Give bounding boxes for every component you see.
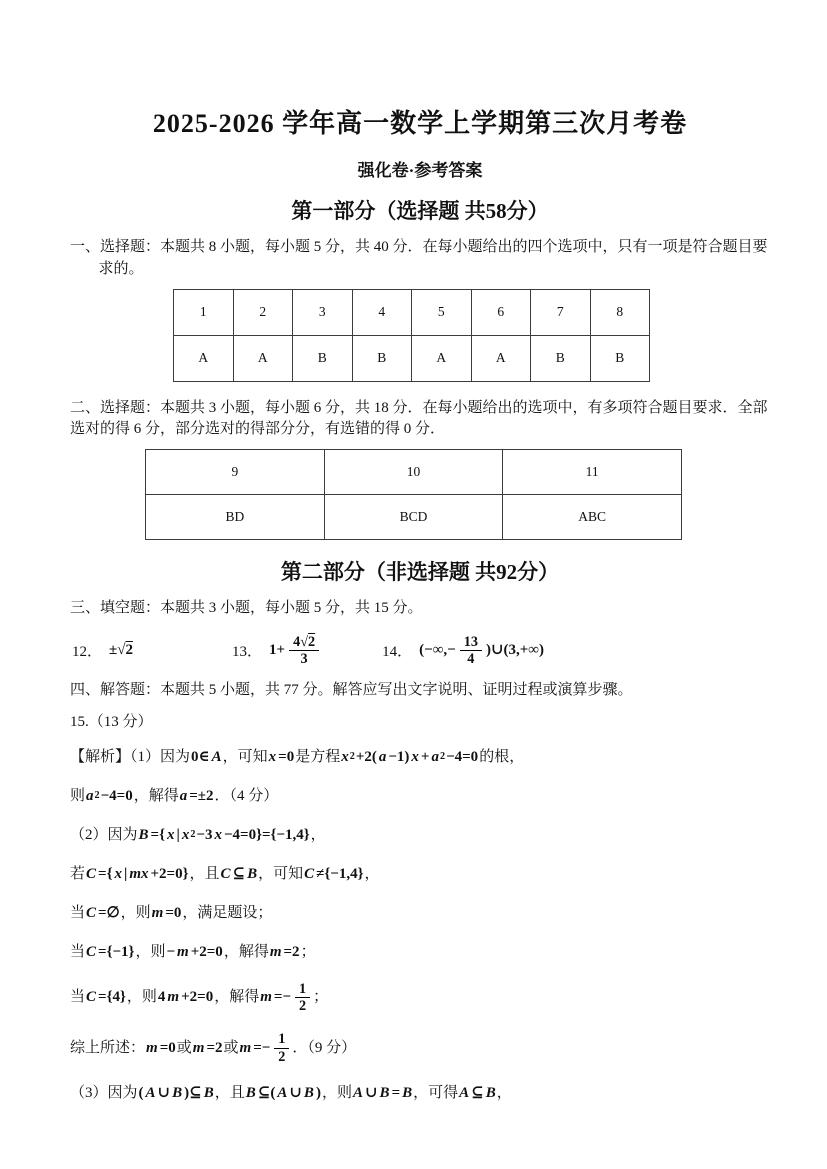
table-row-answers xyxy=(174,335,650,381)
answer-label: 14． xyxy=(382,644,413,661)
answer-math: ±√2 xyxy=(109,642,133,659)
question-number-cell: 4 xyxy=(352,289,412,335)
part1-heading: 第一部分（选择题 共58分） xyxy=(291,199,549,223)
answer-cell: B xyxy=(590,335,650,381)
question-number-cell: 10 xyxy=(324,450,503,495)
answer-cell: A xyxy=(471,335,531,381)
page-title: 2025-2026 学年高一数学上学期第三次月考卷 xyxy=(152,109,688,138)
solutions-intro: 四、解答题：本题共 5 小题，共 77 分。解答应写出文字说明、证明过程或演算步骤。 xyxy=(70,681,633,698)
fill-in-answer-12 xyxy=(72,640,134,661)
answer-cell: ABC xyxy=(503,495,682,540)
solution-line: （3）因为 ( A ∪ B )⊆ B ，且 B ⊆( A ∪ B ) ，则 A ∪ B = B ，可得 A ⊆ B ， xyxy=(70,1084,512,1101)
answer-label: 13． xyxy=(231,644,262,661)
question-number-cell: 11 xyxy=(503,450,682,495)
answer-cell: A xyxy=(412,335,472,381)
answer-cell: BCD xyxy=(324,495,503,540)
question-number-cell: 1 xyxy=(174,289,234,335)
table-row-question-numbers xyxy=(146,450,682,495)
question-15-label: 15.（13 分） xyxy=(70,713,153,730)
question-number-cell: 8 xyxy=(590,289,650,335)
question-number-cell: 7 xyxy=(531,289,591,335)
single-choice-answer-table xyxy=(173,289,650,382)
fill-in-intro: 三、填空题：本题共 3 小题，每小题 5 分，共 15 分。 xyxy=(70,600,423,616)
answer-cell: A xyxy=(233,335,293,381)
question-number-cell: 3 xyxy=(293,289,353,335)
part2-heading: 第二部分（非选择题 共92分） xyxy=(280,560,560,584)
answer-cell: B xyxy=(352,335,412,381)
fill-in-answer-13 xyxy=(232,634,322,668)
question-number-cell: 9 xyxy=(146,450,325,495)
solution-line: 当 C ={−1} ，则 − m +2=0 ，解得 m =2 ； xyxy=(70,944,316,960)
question-number-cell: 2 xyxy=(233,289,293,335)
solution-line: 综上所述： m =0 或 m =2 或 m =− $\frac{1}{2}$ ．（9 分） xyxy=(70,1031,357,1065)
question-number-cell: 5 xyxy=(412,289,472,335)
solution-line: （2）因为 B ={ x | x 2 −3 x −4=0}={−1,4} ， xyxy=(70,827,326,843)
solution-line: 若 C ={ x | mx +2=0} ，且 C ⊆ B ，可知 C ≠{−1,4} ， xyxy=(70,866,380,882)
answer-cell: BD xyxy=(146,495,325,540)
multi-choice-answer-table xyxy=(145,449,682,540)
answer-cell: B xyxy=(531,335,591,381)
answer-label: 12． xyxy=(72,644,103,661)
question-number-cell: 6 xyxy=(471,289,531,335)
single-choice-intro: 一、选择题：本题共 8 小题，每小题 5 分，共 40 分．在每小题给出的四个选项中，只有一项是符合题目要求的。 xyxy=(70,239,768,277)
fill-in-answer-14 xyxy=(382,634,545,668)
solution-line: 当 C ={4} ，则 4 m +2=0 ，解得 m =− $\frac{1}{2}$ ； xyxy=(70,980,329,1014)
answer-math: (−∞,− $\frac{13}{4}$ )∪(3,+∞) xyxy=(419,633,544,668)
table-row-question-numbers xyxy=(174,289,650,335)
answer-cell: A xyxy=(174,335,234,381)
answer-math: 1+ $\frac{4√2}{3}$ xyxy=(268,634,322,668)
answer-cell: B xyxy=(293,335,353,381)
solution-line: 则 a 2 −4=0 ，解得 a =±2 ．（4 分） xyxy=(70,788,279,804)
table-row-answers xyxy=(146,495,682,540)
solution-line: 【解析】（1）因为 0∈ A ，可知 x =0 是方程 x 2 +2( a −1) x + a 2 −4=0 的根， xyxy=(70,749,525,765)
page-subtitle: 强化卷·参考答案 xyxy=(357,161,483,180)
multi-choice-intro: 二、选择题：本题共 3 小题，每小题 6 分，共 18 分．在每小题给出的选项中，有多项符合题目要求．全部选对的得 6 分，部分选对的得部分分，有选错的得 0 分． xyxy=(70,399,768,438)
solution-line: 当 C =∅ ，则 m =0 ，满足题设； xyxy=(70,905,273,921)
fill-in-answers-row xyxy=(70,628,770,674)
